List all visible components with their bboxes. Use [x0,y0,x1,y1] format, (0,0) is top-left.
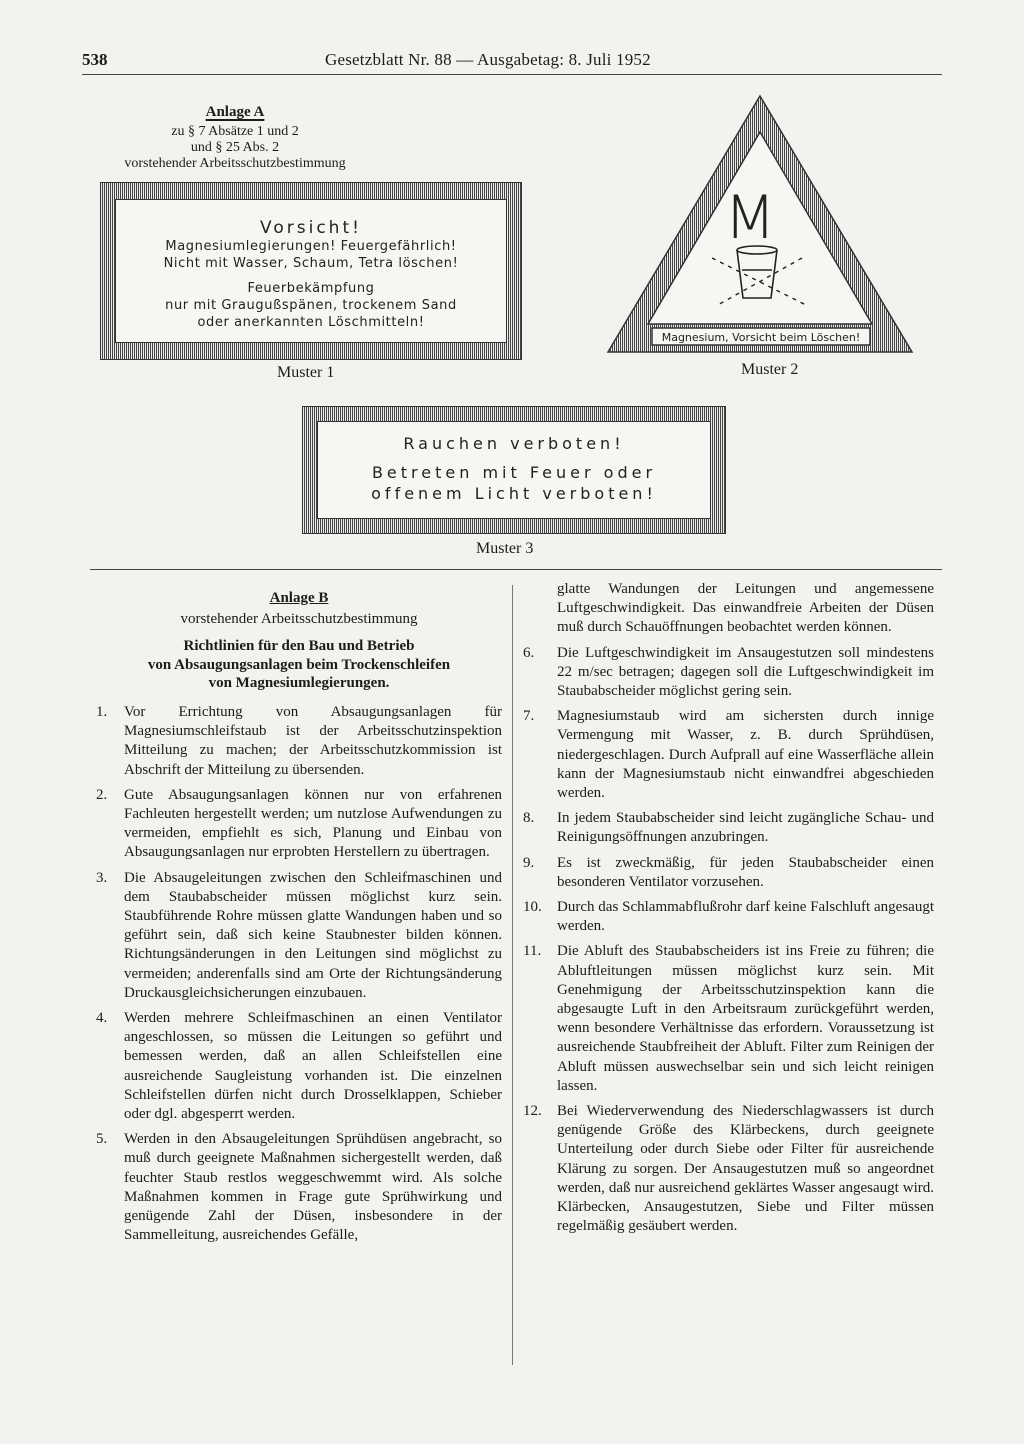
header-rule [82,74,942,75]
muster2-triangle-sign [604,92,916,356]
item-number: 2. [96,786,108,803]
muster1-heading: Vorsicht! [260,218,362,238]
anlage-b-heading-line3: von Magnesiumlegierungen. [208,675,390,692]
list-item [96,1130,502,1245]
muster2-caption: Muster 2 [741,361,799,378]
anlage-b-heading [96,637,502,693]
page-number: 538 [82,50,108,69]
muster1-line3: Feuerbekämpfung [247,281,375,296]
muster1-sign [100,182,522,360]
item-number: 11. [523,943,542,960]
item-text: Durch das Schlammabflußrohr darf keine Falschluft angesaugt werden. [557,899,934,935]
item-text: Die Absaugeleitungen zwischen den Schleifmaschinen und dem Staubabscheider müssen möglichst kurz sein. Staubführende Rohre müssen glatte Wandungen haben und so geführt sein, daß sich keine Staubnester bilden können. Richtungsänderungen in den Leitungen sind möglichst zu vermeiden; anderenfalls sind am Orte der Richtungsänderung Druckausgleichsicherungen einzubauen. [124,869,502,1001]
muster1-line4: nur mit Graugußspänen, trockenem Sand [165,298,457,313]
anlage-b-left-column [96,589,502,1251]
item5-continuation: glatte Wandungen der Leitungen und angemessene Luftgeschwindigkeit. Das einwandfreie Arbeiten der Düsen muß durch Schauöffnungen beobachtet werden können. [557,581,934,636]
list-item [523,644,934,702]
list-item [96,786,502,863]
anlage-a-title: Anlage A [205,104,265,120]
muster2-letter: M [724,183,776,253]
item-number: 8. [523,810,535,827]
item-number: 12. [523,1103,542,1120]
muster3-line1: Rauchen verboten! [403,434,625,453]
item-text: Magnesiumstaub wird am sichersten durch innige Vermengung mit Wasser, z. B. durch Sprühdüsen, niedergeschlagen. Durch Aufprall auf eine Wasserfläche allein kann der Magnesiumstaub nicht einwandfrei abgeschieden werden. [557,708,934,802]
muster1-line1: Magnesiumlegierungen! Feuergefährlich! [165,239,457,254]
muster3-line3: offenem Licht verboten! [371,484,657,503]
item-text: Bei Wiederverwendung des Niederschlagwassers ist durch genügende Größe des Klärbeckens, durch geeignete Unterteilung oder durch Siebe oder Filter für ausreichende Klärung zu sorgen. Der Ansaugestutzen muß so angeordnet werden, daß nur ausreichend geklärtes Wasser angesaugt wird. Klärbecken, Ansaugestutzen, Siebe und Filter müssen regelmäßig gesäubert werden. [557,1103,934,1235]
list-item [523,707,934,803]
item-text: Werden mehrere Schleifmaschinen an einen Ventilator angeschlossen, so müssen die Leitungen so geführt und bemessen werden, daß an allen Schleifstellen eine ausreichende Saugleistung vorhanden ist. Die einzelnen Schleifstellen dürfen nicht durch Drosselklappen, Schieber oder dgl. abgesperrt werden. [124,1009,502,1122]
list-item [523,1102,934,1236]
list-item [523,942,934,1096]
item-number: 1. [96,703,108,720]
item-text: In jedem Staubabscheider sind leicht zugängliche Schau- und Reinigungsöffnungen anzubringen. [557,810,934,846]
anlage-b-subtitle: vorstehender Arbeitsschutzbestimmung [180,611,418,628]
muster3-caption: Muster 3 [476,540,534,557]
item-text: Werden in den Absaugeleitungen Sprühdüsen angebracht, so muß durch geeignete Maßnahmen sichergestellt werden, daß feuchter Staub restlos weggeschwemmt wird. Als solche Maßnahmen kommen in Frage gute Sprühwirkung und genügende Zahl der Düsen, insbesondere in der Sammelleitung, ausreichendes Gefälle, [124,1131,502,1244]
item-number: 10. [523,899,542,916]
anlage-a-ref2: und § 25 Abs. 2 [190,140,280,155]
muster1-line2: Nicht mit Wasser, Schaum, Tetra löschen! [163,256,459,271]
list-item [523,898,934,936]
anlage-b-heading-line2: von Absaugungsanlagen beim Trockenschleifen [147,656,451,673]
page-header-title: Gesetzblatt Nr. 88 — Ausgabetag: 8. Juli 1952 [325,50,651,69]
section-rule [90,569,942,570]
muster1-sign-panel [115,199,507,343]
item-number: 6. [523,644,535,661]
item-number: 5. [96,1131,108,1148]
muster2-band-text: Magnesium, Vorsicht beim Löschen! [661,331,861,344]
muster3-sign-panel [317,421,711,519]
item-text: Gute Absaugungsanlagen können nur von erfahrenen Fachleuten hergestellt werden; um nutzlose Aufwendungen zu vermeiden, empfiehlt es sich, Planung und Einbau von Absaugungsanlagen nur erprobten Herstellern zu übertragen. [124,786,502,861]
list-item [96,1009,502,1124]
anlage-b-heading-line1: Richtlinien für den Bau und Betrieb [183,638,415,655]
item-text: Vor Errichtung von Absaugungsanlagen für Magnesiumschleifstaub ist der Arbeitsschutzinspektion Mitteilung zu machen; der Arbeitsschutzkommission ist Abschrift der Mitteilung zu übersenden. [124,703,502,778]
item-number: 9. [523,854,535,871]
item-text: Die Abluft des Staubabscheiders ist ins Freie zu führen; die Abluftleitungen müssen möglichst kurz sein. Mit Genehmigung der Arbeitsschutzinspektion kann die abgesaugte Luft in den Arbeitsraum zurückgeführt werden, wenn besondere Verhältnisse das erfordern. Voraussetzung ist ausreichende Staubfreiheit der Abluft. Filter zum Reinigen der Abluft müssen auswechselbar sein und sich leicht reinigen lassen. [557,943,934,1094]
list-item [96,703,502,780]
muster3-sign [302,406,726,534]
item-text: Es ist zweckmäßig, für jeden Staubabscheider einen besonderen Ventilator vorzusehen. [557,854,934,890]
list-item [523,854,934,892]
muster3-line2: Betreten mit Feuer oder [371,463,657,482]
anlage-b-right-column [523,580,934,1243]
list-item [96,869,502,1003]
item-text: Die Luftgeschwindigkeit im Ansaugestutzen soll mindestens 22 m/sec betragen; dagegen soll die Luftgeschwindigkeit im Staubabscheider möglichst gering sein. [557,644,934,700]
item-number: 3. [96,869,108,886]
anlage-a-block [90,104,380,172]
anlage-a-ref1: zu § 7 Absätze 1 und 2 [171,124,299,139]
anlage-a-ref3: vorstehender Arbeitsschutzbestimmung [124,156,346,171]
muster1-caption: Muster 1 [277,364,335,381]
column-divider [512,585,513,1365]
item-number: 4. [96,1009,108,1026]
item-number: 7. [523,708,535,725]
anlage-b-title: Anlage B [269,590,329,606]
list-item [523,809,934,847]
muster1-line5: oder anerkannten Löschmitteln! [197,315,425,330]
